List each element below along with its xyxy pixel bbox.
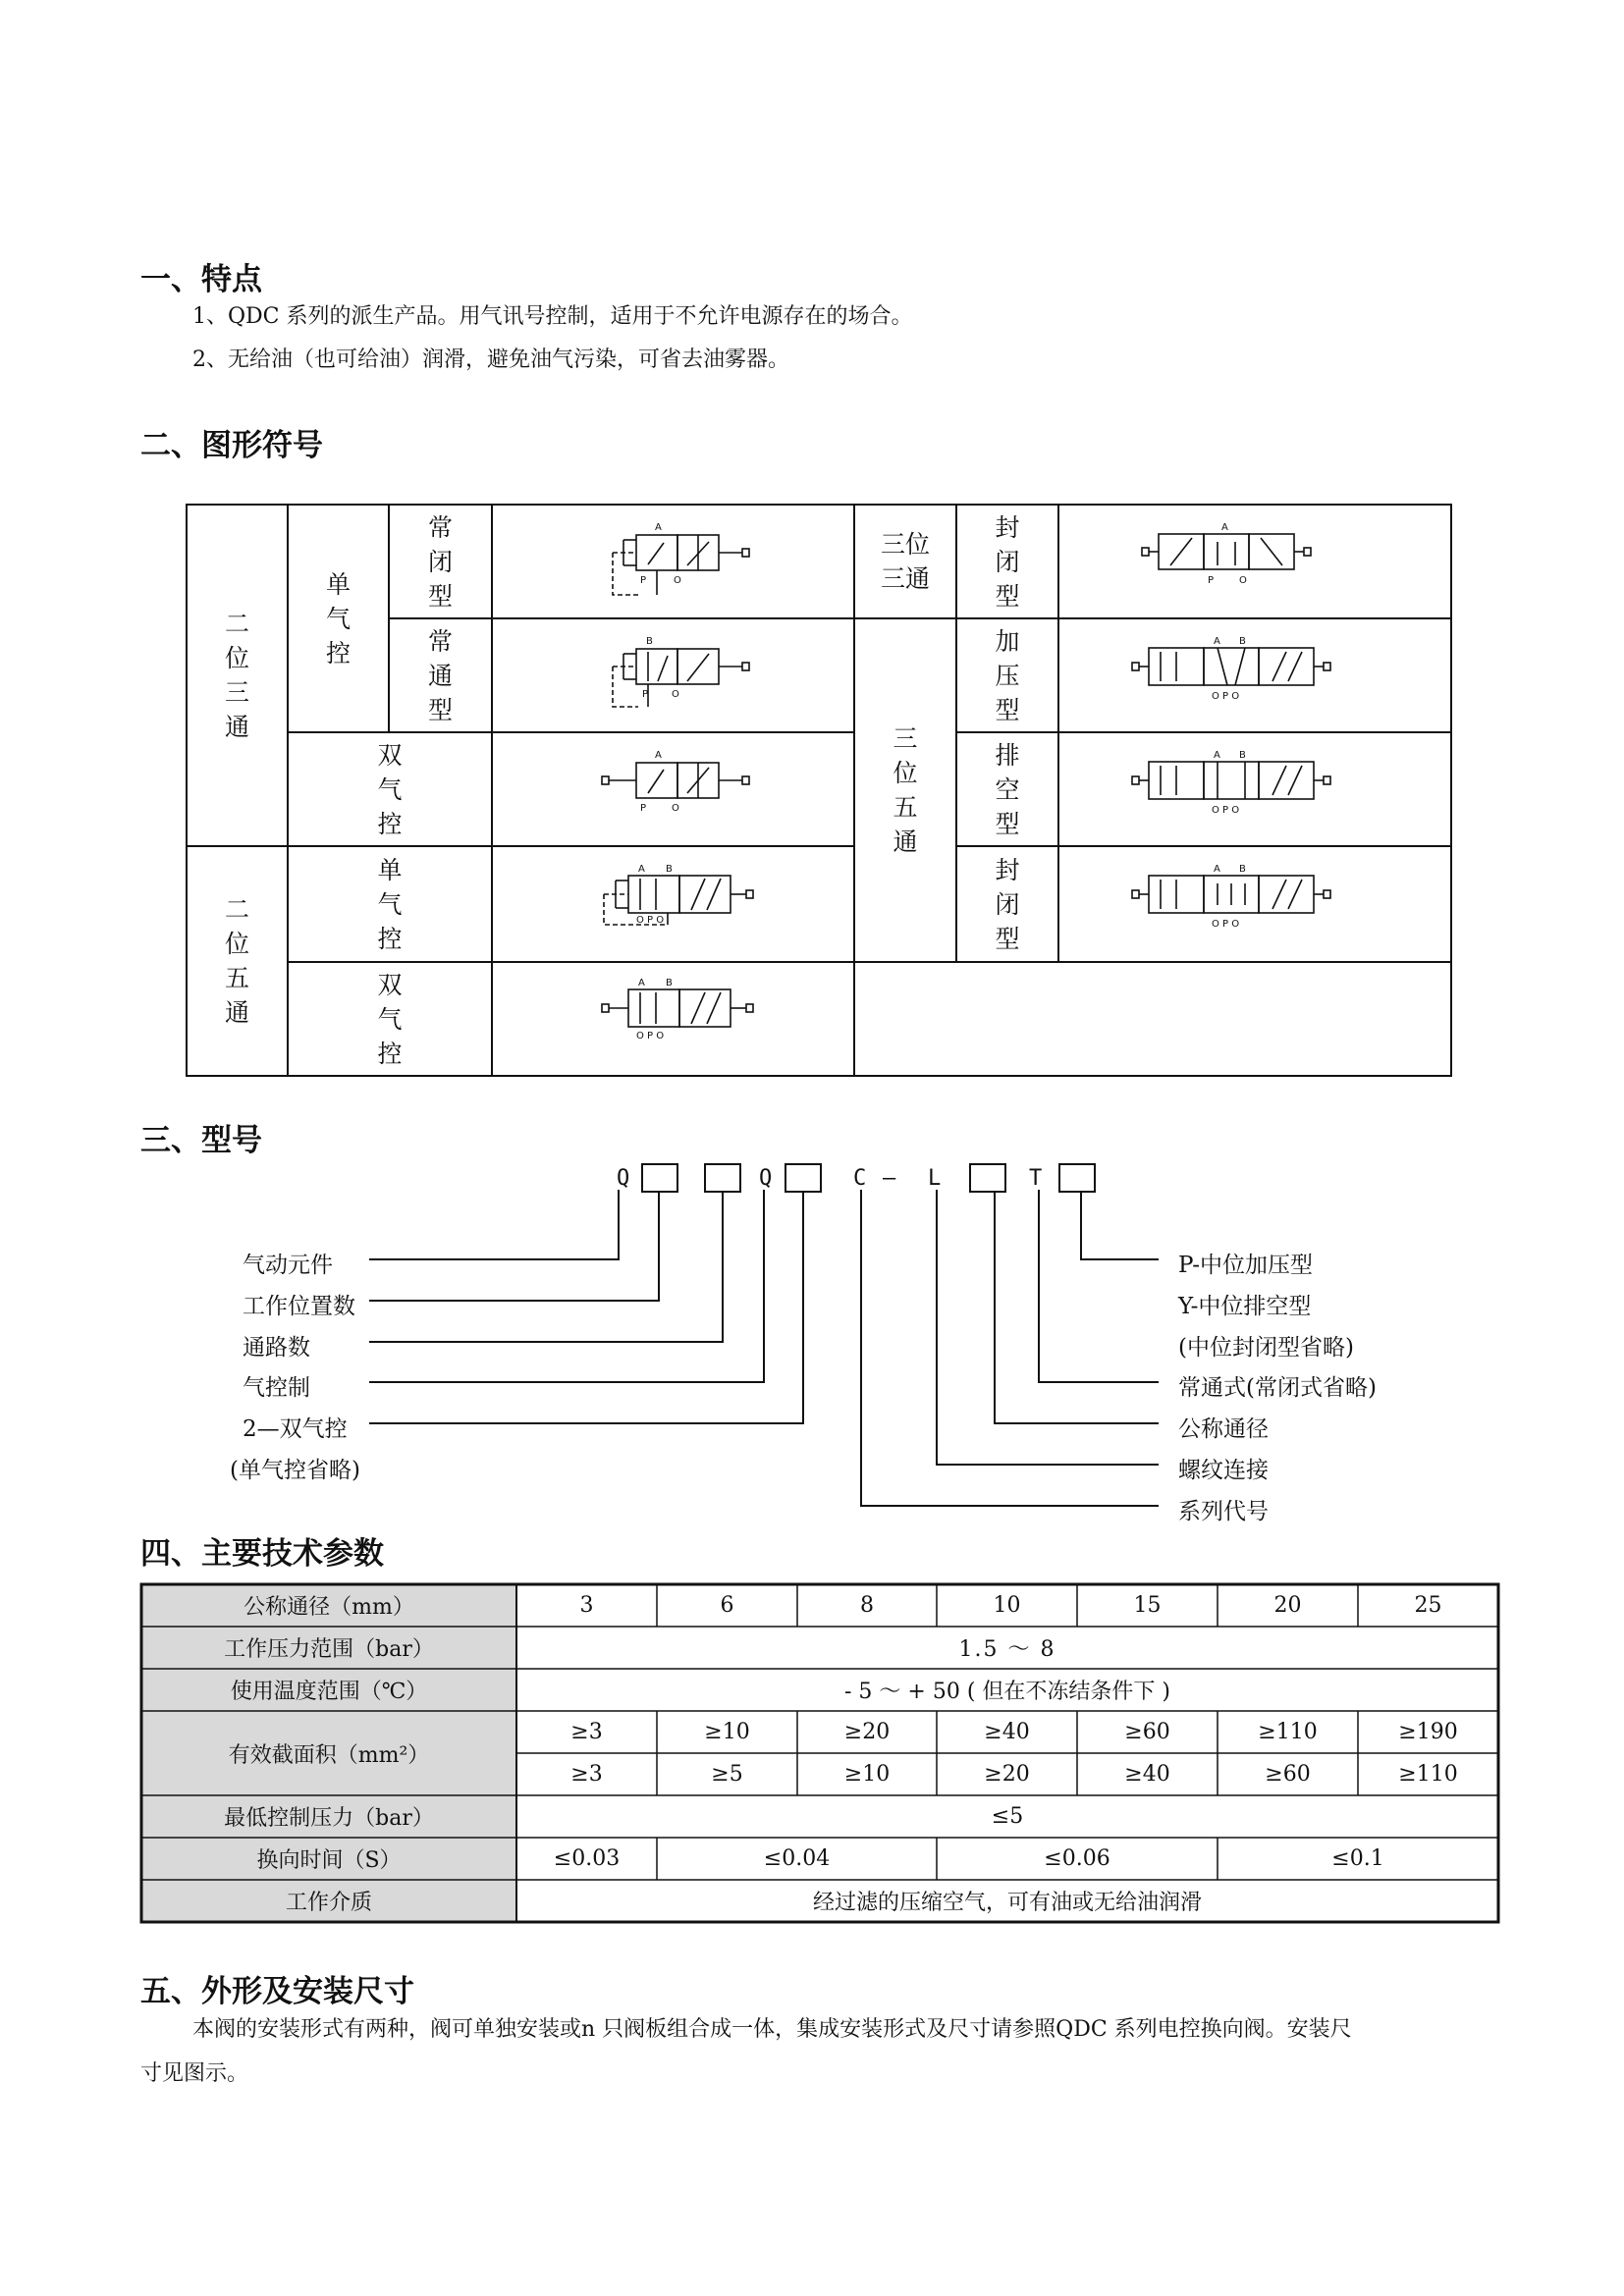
svg-text:O: O [672, 803, 679, 814]
area-cell: ≥10 [704, 1720, 750, 1744]
temp-value: - 5 ～ + 50 ( 但在不冻结条件下 ) [844, 1680, 1170, 1704]
svg-text:O: O [672, 689, 679, 700]
row-label-area: 有效截面积（mm²） [228, 1742, 430, 1768]
code-q1: Q [617, 1166, 630, 1191]
label-series-code: 系列代号 [1178, 1499, 1269, 1524]
svg-text:P: P [640, 575, 647, 586]
svg-text:O: O [1239, 575, 1247, 586]
area-cell: ≥20 [843, 1720, 891, 1744]
switch-time-cell: ≤0.03 [553, 1846, 621, 1871]
row-label-medium: 工作介质 [285, 1891, 372, 1915]
label-normally-open: 常通式(常闭式省略) [1178, 1375, 1377, 1401]
code-q2: Q [759, 1166, 773, 1191]
group-2pos-5way: 二 位 五 通 [224, 895, 249, 1027]
group-3pos-3way: 三位 三通 [880, 530, 930, 593]
install-paragraph-line1: 本阀的安装形式有两种，阀可单独安装或n 只阀板组合成一体，集成安装形式及尺寸请参照QDC 系列电控换向阀。安装尺 [192, 2017, 1352, 2042]
switch-time-cell: ≤0.06 [1044, 1846, 1110, 1871]
bore-cell: 20 [1273, 1593, 1302, 1618]
svg-text:O P O: O P O [636, 915, 665, 926]
svg-text:B: B [1239, 864, 1246, 875]
min-pressure-value: ≤5 [991, 1804, 1024, 1829]
row-label-switch-time: 换向时间（S） [256, 1848, 402, 1873]
area-cell: ≥110 [1258, 1720, 1318, 1744]
svg-text:B: B [1239, 750, 1246, 761]
area-cell: ≥3 [570, 1762, 603, 1787]
code-c: C [853, 1166, 867, 1191]
row-label-temp: 使用温度范围（℃） [230, 1680, 428, 1704]
svg-text:O P O: O P O [1212, 805, 1240, 816]
closed-center-3way-label: 封 闭 型 [995, 512, 1020, 611]
feature-item-1: 1、QDC 系列的派生产品。用气讯号控制，适用于不允许电源存在的场合。 [192, 304, 913, 329]
group-2pos-3way: 二 位 三 通 [224, 610, 249, 741]
svg-text:B: B [666, 864, 673, 875]
feature-item-2: 2、无给油（也可给油）润滑，避免油气污染，可省去油雾器。 [192, 347, 789, 372]
area-cell: ≥60 [1265, 1762, 1311, 1787]
label-thread: 螺纹连接 [1178, 1458, 1269, 1483]
svg-text:A: A [1214, 864, 1220, 875]
label-closed-omitted: (中位封闭型省略) [1178, 1335, 1354, 1361]
pressure-value: 1.5 ～ 8 [958, 1637, 1056, 1662]
single-air-control-5way: 单 气 控 [377, 855, 403, 953]
area-cell: ≥60 [1124, 1720, 1170, 1744]
exhaust-center-label: 排 空 型 [995, 740, 1020, 838]
switch-time-cell: ≤0.1 [1331, 1846, 1384, 1871]
row-label-bore: 公称通径（mm） [244, 1595, 414, 1620]
label-p-pressure: P-中位加压型 [1178, 1253, 1313, 1278]
area-cell: ≥5 [711, 1762, 743, 1787]
svg-text:O P O: O P O [1212, 691, 1240, 702]
area-cell: ≥40 [984, 1720, 1030, 1744]
svg-text:A: A [1214, 636, 1220, 647]
section4-heading: 四、主要技术参数 [140, 1536, 384, 1572]
area-cell: ≥20 [984, 1762, 1030, 1787]
double-air-control-5way: 双 气 控 [377, 970, 403, 1068]
area-cell: ≥190 [1398, 1720, 1458, 1744]
svg-text:A: A [638, 978, 645, 988]
section3-heading: 三、型号 [140, 1123, 262, 1158]
code-l: L [928, 1166, 942, 1191]
pressure-center-label: 加 压 型 [995, 626, 1020, 724]
normally-closed-label: 常 闭 型 [427, 512, 453, 611]
code-dash: — [883, 1166, 896, 1191]
area-cell: ≥10 [843, 1762, 891, 1787]
svg-text:A: A [638, 864, 645, 875]
label-double-air: 2—双气控 [243, 1416, 348, 1442]
label-position-count: 工作位置数 [243, 1294, 355, 1319]
svg-text:A: A [1221, 522, 1228, 533]
label-air-control: 气控制 [243, 1375, 310, 1401]
row-label-min-pressure: 最低控制压力（bar） [224, 1806, 434, 1831]
group-3pos-5way: 三 位 五 通 [893, 724, 918, 856]
single-air-control-3way: 单 气 控 [325, 569, 351, 667]
bore-cell: 10 [993, 1593, 1021, 1618]
svg-text:A: A [1214, 750, 1220, 761]
svg-text:A: A [655, 522, 662, 533]
bore-cell: 6 [720, 1593, 734, 1618]
label-way-count: 通路数 [243, 1335, 310, 1361]
medium-value: 经过滤的压缩空气，可有油或无给油润滑 [812, 1891, 1202, 1915]
section5-heading: 五、外形及安装尺寸 [140, 1974, 414, 2009]
section1-heading: 一、特点 [140, 262, 262, 297]
svg-text:B: B [666, 978, 673, 988]
svg-text:O: O [674, 575, 681, 586]
bore-cell: 3 [579, 1593, 594, 1618]
svg-text:B: B [646, 636, 653, 647]
area-cell: ≥110 [1398, 1762, 1458, 1787]
label-nominal-bore: 公称通径 [1178, 1416, 1269, 1442]
svg-text:O P O: O P O [636, 1031, 665, 1041]
svg-text:P: P [640, 803, 647, 814]
bore-cell: 15 [1133, 1593, 1162, 1618]
label-pneumatic-element: 气动元件 [243, 1253, 333, 1278]
code-t: T [1029, 1166, 1043, 1191]
switch-time-cell: ≤0.04 [763, 1846, 831, 1871]
svg-text:P: P [642, 689, 649, 700]
svg-text:A: A [655, 750, 662, 761]
svg-text:O P O: O P O [1212, 919, 1240, 930]
bore-cell: 25 [1414, 1593, 1442, 1618]
install-paragraph-line2: 寸见图示。 [140, 2061, 249, 2086]
section2-heading: 二、图形符号 [140, 428, 323, 463]
svg-text:P: P [1208, 575, 1215, 586]
area-cell: ≥3 [570, 1720, 603, 1744]
label-y-exhaust: Y-中位排空型 [1178, 1294, 1312, 1319]
closed-center-5way-label: 封 闭 型 [995, 855, 1020, 953]
label-single-omitted: (单气控省略) [230, 1458, 360, 1483]
svg-text:B: B [1239, 636, 1246, 647]
normally-open-label: 常 通 型 [427, 626, 453, 724]
bore-cell: 8 [860, 1593, 874, 1618]
row-label-pressure: 工作压力范围（bar） [224, 1637, 434, 1662]
area-cell: ≥40 [1124, 1762, 1170, 1787]
double-air-control-3way: 双 气 控 [377, 740, 403, 838]
